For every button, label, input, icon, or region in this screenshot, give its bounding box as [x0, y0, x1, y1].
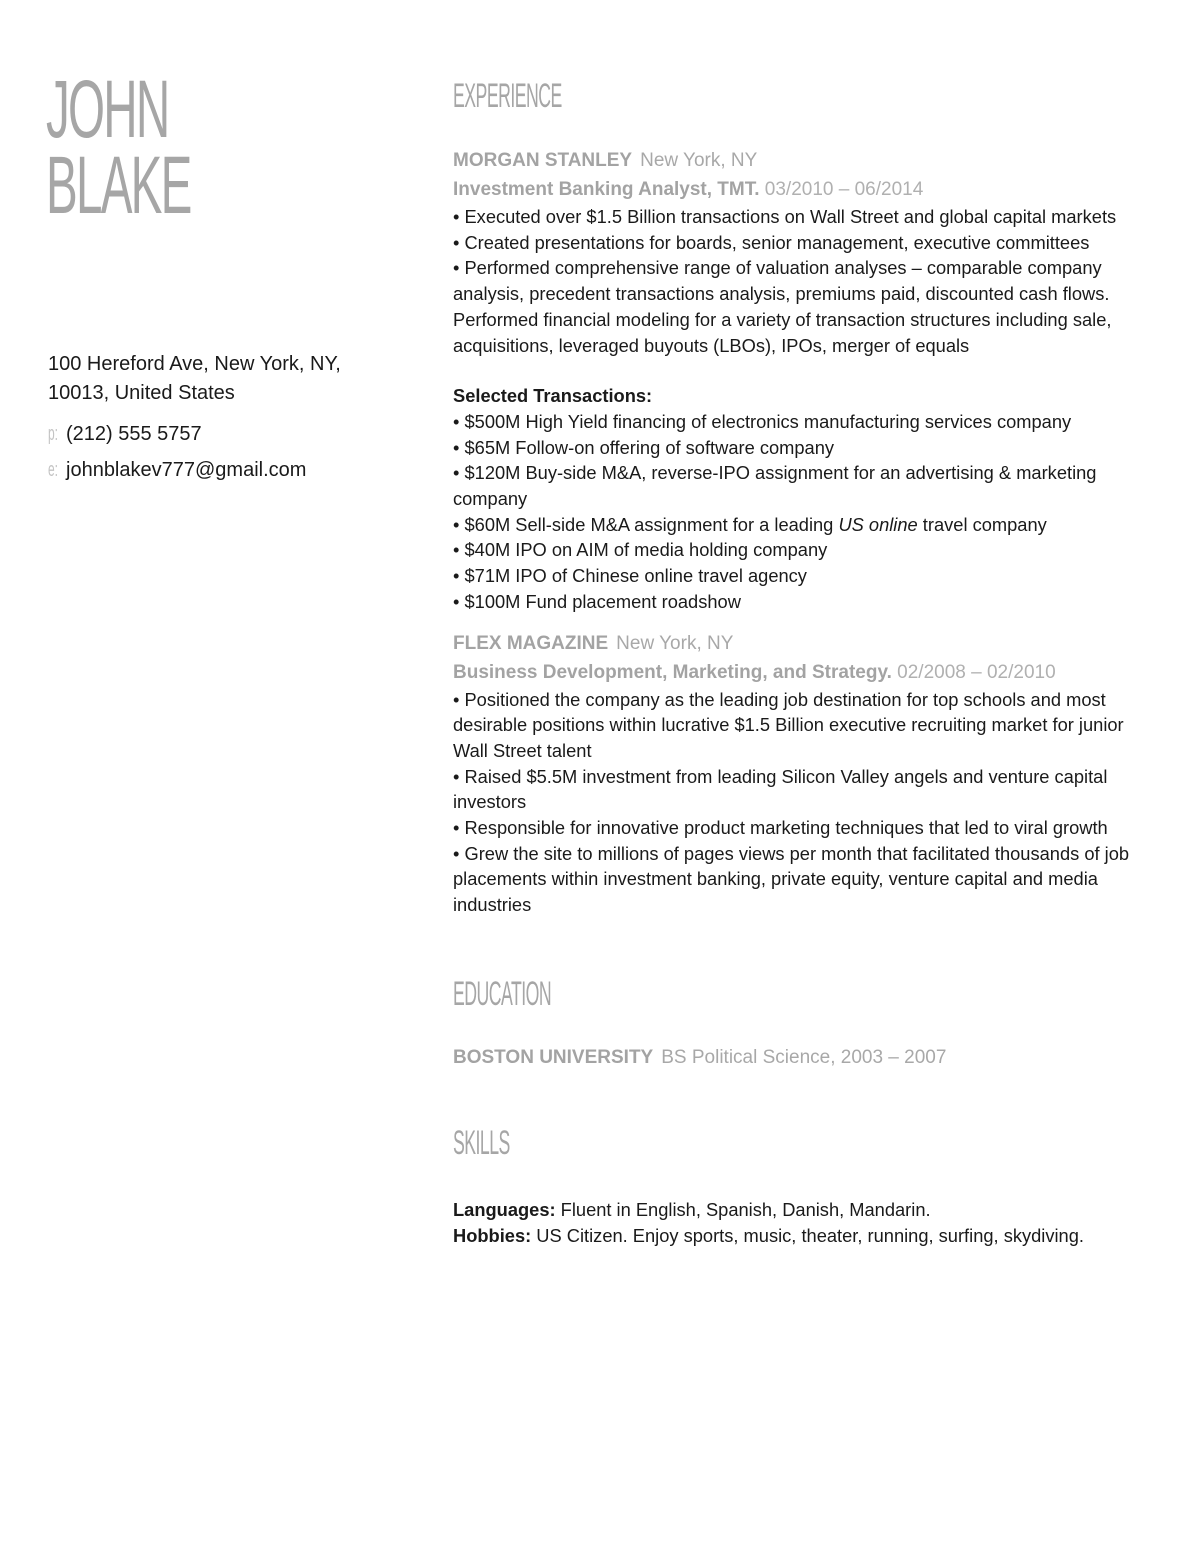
phone-label: p:	[48, 423, 59, 445]
job-bullet: • Grew the site to millions of pages views per month that facilitated thousands of job placements within investment banking, private equity, venture capital and media industries	[453, 842, 1130, 916]
transaction-item: • $65M Follow-on offering of software company	[453, 436, 835, 458]
transaction-item	[453, 512, 1163, 538]
degree: BS Political Science, 2003 – 2007	[661, 1046, 947, 1068]
education-heading: EDUCATION	[453, 974, 552, 1013]
phone-row	[48, 420, 408, 449]
hobbies-value: US Citizen. Enjoy sports, music, theater, running, surfing, skydiving.	[531, 1224, 1084, 1246]
job-bullet: • Responsible for innovative product marketing techniques that led to viral growth	[453, 817, 1108, 839]
job-title: Business Development, Marketing, and Strategy.	[453, 661, 892, 683]
job-role-line	[453, 175, 1163, 204]
email-address: johnblakev777@gmail.com	[66, 459, 307, 481]
contact-block	[48, 350, 408, 492]
selected-transactions-heading: Selected Transactions:	[453, 385, 653, 407]
languages-value: Fluent in English, Spanish, Danish, Mandarin.	[555, 1198, 931, 1220]
job-bullet: • Created presentations for boards, senior management, executive committees	[453, 231, 1090, 253]
education-entry	[453, 1043, 1163, 1072]
transaction-text: travel company	[917, 513, 1047, 535]
company-location: New York, NY	[616, 632, 734, 654]
address	[48, 350, 408, 408]
skills-list	[453, 1197, 1163, 1248]
first-name: JOHN	[46, 64, 169, 155]
job-morgan-stanley	[453, 146, 1163, 615]
main-column	[453, 78, 1163, 1248]
languages-row	[453, 1197, 1163, 1223]
job-title: Investment Banking Analyst, TMT.	[453, 179, 760, 200]
last-name: BLAKE	[46, 140, 191, 231]
job-bullet: • Executed over $1.5 Billion transactions on Wall Street and global capital markets	[453, 206, 1117, 227]
company-name: MORGAN STANLEY	[453, 150, 633, 171]
job-bullet: • Performed comprehensive range of valuation analyses – comparable company analysis, precedent transactions analysis, premiums paid, discounted cash flows. Performed financial modeling for a variety of transaction structures including sale, acquisitions, leveraged buyouts (LBOs), IPOs, merger of equals	[453, 257, 1112, 356]
hobbies-row	[453, 1223, 1163, 1249]
languages-label: Languages:	[453, 1198, 556, 1220]
experience-heading: EXPERIENCE	[453, 77, 562, 115]
address-line-2: 10013, United States	[48, 382, 235, 404]
job-header	[453, 629, 1163, 658]
transaction-item: • $500M High Yield financing of electronics manufacturing services company	[453, 410, 1072, 432]
job-header	[453, 146, 1163, 175]
address-line-1: 100 Hereford Ave, New York, NY,	[48, 353, 341, 375]
transaction-text: • $60M Sell-side M&A assignment for a leading	[453, 513, 839, 535]
transaction-item: • $120M Buy-side M&A, reverse-IPO assignment for an advertising & marketing company	[453, 462, 1097, 510]
transaction-emphasis: US online	[838, 513, 918, 535]
company-name: FLEX MAGAZINE	[453, 632, 609, 654]
job-bullet: • Raised $5.5M investment from leading Silicon Valley angels and venture capital investors	[453, 765, 1108, 813]
transaction-item: • $100M Fund placement roadshow	[453, 590, 741, 612]
email-label: e:	[48, 459, 59, 481]
transaction-item: • $40M IPO on AIM of media holding company	[453, 539, 828, 561]
job-dates: 03/2010 – 06/2014	[764, 179, 924, 200]
job-bullet: • Positioned the company as the leading job destination for top schools and most desirable positions within lucrative $1.5 Billion executive recruiting market for junior Wall Street talent	[453, 688, 1124, 761]
school-name: BOSTON UNIVERSITY	[453, 1046, 654, 1068]
job-flex-magazine	[453, 629, 1163, 918]
job-dates: 02/2008 – 02/2010	[897, 661, 1056, 683]
candidate-name	[46, 64, 191, 231]
company-location: New York, NY	[640, 150, 758, 171]
hobbies-label: Hobbies:	[453, 1224, 532, 1246]
phone-number: (212) 555 5757	[66, 423, 202, 445]
transaction-item: • $71M IPO of Chinese online travel agency	[453, 565, 807, 587]
job-role-line	[453, 658, 1163, 687]
email-row	[48, 456, 408, 485]
skills-heading: SKILLS	[453, 1123, 510, 1162]
